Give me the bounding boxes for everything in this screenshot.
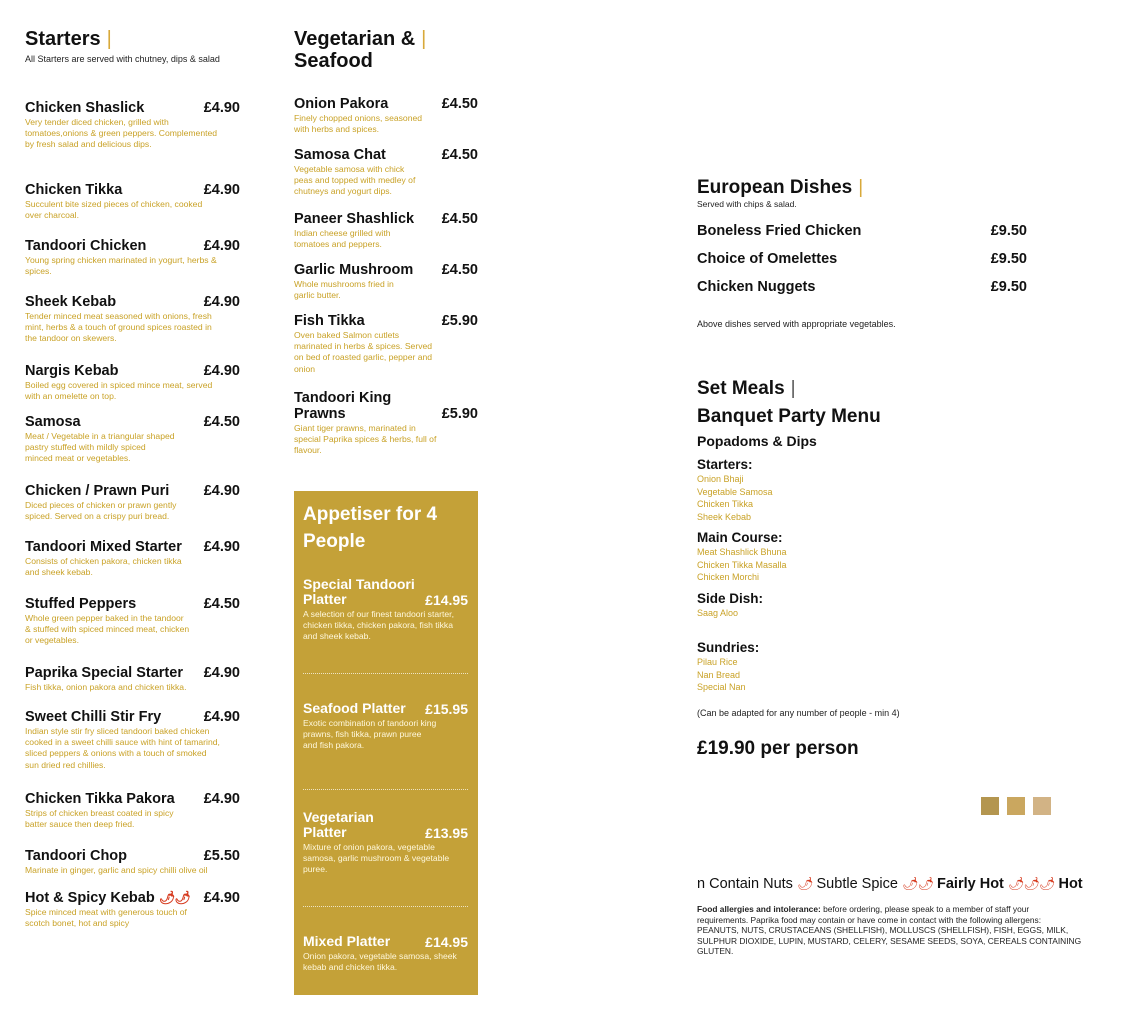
- item-description: Vegetable samosa with chick peas and topped with medley of chutneys and yogurt dips.: [294, 164, 416, 197]
- appetiser-item-price: £14.95: [425, 592, 468, 608]
- item-name-text: Hot & Spicy Kebab: [25, 890, 155, 906]
- vegetarian-seafood-section: [294, 28, 478, 456]
- item-name: Paprika Special Starter: [25, 665, 183, 681]
- item-name-line1: Vegetarian: [303, 809, 374, 825]
- menu-item: [294, 390, 478, 457]
- vegetarian-title-line2: Seafood: [294, 50, 373, 72]
- item-description: Tender minced meat seasoned with onions, fresh mint, herbs & a touch of ground spices roasted in the tandoor on skewers.: [25, 311, 212, 344]
- item-description: Strips of chicken breast coated in spicy batter sauce then deep fried.: [25, 808, 174, 830]
- item-description: Marinate in ginger, garlic and spicy chilli olive oil: [25, 865, 208, 875]
- item-description: Giant tiger prawns, marinated in special Paprika spices & herbs, full of flavour.: [294, 423, 437, 456]
- menu-item: [294, 211, 478, 250]
- item-description: Diced pieces of chicken or prawn gently spiced. Served on a crispy puri bread.: [25, 500, 177, 522]
- item-description: Consists of chicken pakora, chicken tikka and sheek kebab.: [25, 556, 182, 578]
- dotted-divider: [303, 673, 468, 674]
- color-swatch: [1033, 797, 1051, 815]
- color-swatch: [981, 797, 999, 815]
- item-row: [303, 825, 468, 841]
- item-description: Whole mushrooms fried in garlic butter.: [294, 279, 394, 301]
- item-price: £4.90: [203, 483, 240, 499]
- item-price: £9.50: [990, 251, 1027, 267]
- item-price: £4.90: [203, 539, 240, 555]
- item-name: Chicken Tikka Pakora: [25, 791, 175, 807]
- starters-title: Starters: [25, 28, 101, 50]
- main-course-subheading: Main Course:: [697, 530, 783, 545]
- item-description: Very tender diced chicken, grilled with tomatoes,onions & green peppers. Complemented by fresh salad and delicious dips.: [25, 117, 218, 150]
- vegetarian-heading: [294, 28, 478, 72]
- chili-icon: 🌶🌶🌶: [1007, 876, 1055, 891]
- european-title: European Dishes: [697, 177, 853, 198]
- item-price: £4.90: [203, 363, 240, 379]
- dotted-divider: [303, 789, 468, 790]
- item-price: £5.50: [203, 848, 240, 864]
- item-name: Garlic Mushroom: [294, 262, 414, 278]
- item-name: Chicken / Prawn Puri: [25, 483, 170, 499]
- list-item: Meat Shashlick Bhuna: [697, 547, 787, 557]
- starters-note: All Starters are served with chutney, dips & salad: [25, 54, 220, 64]
- sundries-subheading: Sundries:: [697, 640, 760, 655]
- list-item: Special Nan: [697, 682, 746, 692]
- banquet-title: Banquet Party Menu: [697, 406, 881, 427]
- subtle-spice-label: Subtle Spice: [816, 876, 898, 892]
- heading-divider: |: [858, 177, 864, 198]
- item-name-line2: Prawns: [294, 406, 346, 422]
- menu-item: [25, 363, 240, 402]
- item-description: Succulent bite sized pieces of chicken, cooked over charcoal.: [25, 199, 203, 221]
- item-name-line1: Special Tandoori: [303, 576, 415, 592]
- menu-item: [25, 100, 240, 151]
- list-item: Onion Bhaji: [697, 474, 744, 484]
- appetiser-title: Appetiser for 4 People: [303, 504, 438, 552]
- item-name-line2: Platter: [303, 824, 347, 840]
- appetiser-item: [303, 577, 468, 643]
- starters-subheading: Starters:: [697, 457, 753, 472]
- item-name: Stuffed Peppers: [25, 596, 137, 612]
- list-item: Nan Bread: [697, 669, 741, 680]
- appetiser-item: [303, 701, 468, 752]
- item-description: Oven baked Salmon cutlets marinated in herbs & spices. Served on bed of roasted garlic, pepper and onion: [294, 330, 433, 374]
- appetiser-item-name: Mixed Platter: [303, 933, 391, 949]
- list-item: Chicken Tikka Masalla: [697, 559, 787, 570]
- color-swatch: [1007, 797, 1025, 815]
- item-price: £4.50: [203, 414, 240, 430]
- set-main-list: [697, 546, 787, 584]
- item-name: Sweet Chilli Stir Fry: [25, 709, 162, 725]
- item-name: Tandoori Chicken: [25, 238, 147, 254]
- appetiser-item-description: Mixture of onion pakora, vegetable samosa, garlic mushroom & vegetable puree.: [303, 842, 450, 875]
- item-price: £4.50: [441, 211, 478, 227]
- european-item: [697, 251, 1027, 267]
- dotted-divider: [303, 906, 468, 907]
- starters-heading: [25, 28, 240, 50]
- item-description: Boiled egg covered in spiced mince meat, served with an omelette on top.: [25, 380, 213, 402]
- item-price: £5.90: [441, 313, 478, 329]
- item-description: Fish tikka, onion pakora and chicken tikka.: [25, 682, 187, 692]
- set-sundries-list: [697, 656, 746, 694]
- list-item: Sheek Kebab: [697, 511, 752, 522]
- nuts-symbol: n: [697, 876, 706, 892]
- appetiser-item: [303, 810, 468, 876]
- item-name-line2: Platter: [303, 591, 347, 607]
- nuts-label: Contain Nuts: [709, 876, 793, 892]
- right-column: [697, 0, 1117, 1029]
- item-name: Samosa: [25, 414, 81, 430]
- appetiser-item-description: Onion pakora, vegetable samosa, sheek kebab and chicken tikka.: [303, 951, 457, 973]
- item-name: Tandoori Mixed Starter: [25, 539, 182, 555]
- side-dish-subheading: Side Dish:: [697, 591, 764, 606]
- european-section: [697, 177, 863, 209]
- heading-divider: |: [106, 28, 112, 50]
- menu-item: [294, 96, 478, 135]
- item-row: [303, 701, 468, 717]
- item-price: £4.90: [203, 294, 240, 310]
- set-meal-price: £19.90 per person: [697, 738, 859, 759]
- menu-item: [25, 848, 240, 876]
- item-price: £4.50: [441, 96, 478, 112]
- fairly-hot-label: Fairly Hot: [937, 876, 1004, 892]
- item-price: £4.50: [441, 147, 478, 163]
- menu-item: [25, 665, 240, 693]
- set-meals-heading: [697, 378, 796, 400]
- item-description: Young spring chicken marinated in yogurt, herbs & spices.: [25, 255, 217, 277]
- menu-item: [25, 414, 240, 465]
- list-item: Chicken Morchi: [697, 572, 760, 582]
- appetiser-item-price: £14.95: [425, 934, 468, 950]
- menu-item: [25, 294, 240, 345]
- item-price: £4.90: [203, 890, 240, 906]
- item-row: [303, 934, 468, 950]
- item-description: Meat / Vegetable in a triangular shaped pastry stuffed with mildly spiced minced meat or vegetables.: [25, 431, 175, 464]
- hot-label: Hot: [1058, 876, 1083, 892]
- allergy-lead: Food allergies and intolerance:: [697, 904, 821, 914]
- appetiser-item: [303, 934, 468, 973]
- chili-icon: 🌶🌶: [901, 876, 933, 891]
- item-description: Indian style stir fry sliced tandoori baked chicken cooked in a sweet chilli sauce with hint of tamarind, sliced peppers & onions with a touch of smoked sun dried red chillies.: [25, 726, 220, 770]
- item-description: Whole green pepper baked in the tandoor & stuffed with spiced minced meat, chicken or vegetables.: [25, 613, 190, 646]
- item-name: Nargis Kebab: [25, 363, 119, 379]
- set-meals-title: Set Meals: [697, 378, 785, 399]
- item-name: Tandoori Chop: [25, 848, 128, 864]
- menu-item: [25, 791, 240, 830]
- menu-item: [25, 539, 240, 578]
- item-name: Boneless Fried Chicken: [697, 223, 862, 239]
- item-description: Indian cheese grilled with tomatoes and peppers.: [294, 228, 391, 250]
- item-description: Finely chopped onions, seasoned with herbs and spices.: [294, 113, 423, 135]
- item-name: Chicken Shaslick: [25, 100, 145, 116]
- item-price: £4.90: [203, 665, 240, 681]
- menu-item: [294, 262, 478, 301]
- european-item: [697, 223, 1027, 239]
- list-item: Saag Aloo: [697, 608, 739, 618]
- appetiser-item-price: £15.95: [425, 701, 468, 717]
- item-price: £5.90: [441, 406, 478, 422]
- set-starters-list: [697, 473, 773, 523]
- european-item: [697, 279, 1027, 295]
- starters-section: [25, 28, 240, 929]
- item-name: Onion Pakora: [294, 96, 389, 112]
- item-price: £4.90: [203, 238, 240, 254]
- item-price: £4.50: [203, 596, 240, 612]
- menu-item: [294, 147, 478, 198]
- menu-item: [25, 890, 240, 929]
- item-name: Sheek Kebab: [25, 294, 117, 310]
- item-description: Spice minced meat with generous touch of scotch bonet, hot and spicy: [25, 907, 187, 929]
- popadoms-heading: Popadoms & Dips: [697, 433, 817, 449]
- list-item: Vegetable Samosa: [697, 486, 773, 497]
- list-item: Chicken Tikka: [697, 499, 754, 509]
- menu-item: [25, 238, 240, 277]
- item-price: £9.50: [990, 223, 1027, 239]
- item-name: Choice of Omelettes: [697, 251, 838, 267]
- item-name: Samosa Chat: [294, 147, 386, 163]
- chili-icon: 🌶🌶: [158, 890, 190, 905]
- european-note: Served with chips & salad.: [697, 199, 797, 209]
- menu-item: [294, 313, 478, 375]
- item-name: Chicken Tikka: [25, 182, 123, 198]
- heading-divider: |: [421, 28, 427, 50]
- menu-item: [25, 596, 240, 647]
- allergy-text: before ordering, please speak to a member of staff your requirements. Paprika food may contain or have come in contact with the following allergens: PEANUTS, NUTS, CRUSTACEANS (SHELLFISH), MOLLUSCS (SHELLFISH), FISH, EGGS, MILK, SULPHUR DIOXIDE, LUPIN, MUSTARD, CELERY, SESAME SEEDS, SOYA, CEREALS CONTAINING GLUTEN.: [697, 904, 1082, 956]
- menu-item: [25, 709, 240, 771]
- chili-icon: 🌶: [796, 876, 813, 891]
- spice-legend: [697, 876, 1083, 892]
- item-price: £4.90: [203, 100, 240, 116]
- item-price: £4.90: [203, 709, 240, 725]
- adapt-note: (Can be adapted for any number of people - min 4): [697, 708, 900, 718]
- european-heading: [697, 177, 863, 199]
- vegetarian-title-line1: Vegetarian &: [294, 28, 416, 50]
- item-price: £4.90: [203, 182, 240, 198]
- item-name: Paneer Shashlick: [294, 211, 415, 227]
- appetiser-item-price: £13.95: [425, 825, 468, 841]
- set-side-list: [697, 607, 738, 620]
- item-price: £9.50: [990, 279, 1027, 295]
- appetiser-item-description: A selection of our finest tandoori starter, chicken tikka, chicken pakora, fish tikka and sheek kebab.: [303, 609, 454, 642]
- item-name: Chicken Nuggets: [697, 279, 816, 295]
- menu-item: [25, 483, 240, 522]
- item-price: £4.90: [203, 791, 240, 807]
- list-item: Pilau Rice: [697, 657, 738, 667]
- item-name: Fish Tikka: [294, 313, 365, 329]
- item-name-line1: Tandoori King: [294, 390, 392, 406]
- appetiser-item-description: Exotic combination of tandoori king prawns, fish tikka, prawn puree and fish pakora.: [303, 718, 437, 751]
- appetiser-item-name: [303, 810, 468, 825]
- appetiser-item-name: [303, 577, 468, 592]
- european-footer-note: Above dishes served with appropriate vegetables.: [697, 319, 896, 329]
- allergy-notice: [697, 904, 1082, 957]
- menu-item: [25, 182, 240, 221]
- item-price: £4.50: [441, 262, 478, 278]
- heading-divider: |: [790, 378, 796, 399]
- item-row: [303, 592, 468, 608]
- appetiser-item-name: Seafood Platter: [303, 700, 406, 716]
- item-name: [294, 390, 391, 422]
- appetiser-box: [294, 491, 478, 995]
- item-name: [25, 890, 190, 906]
